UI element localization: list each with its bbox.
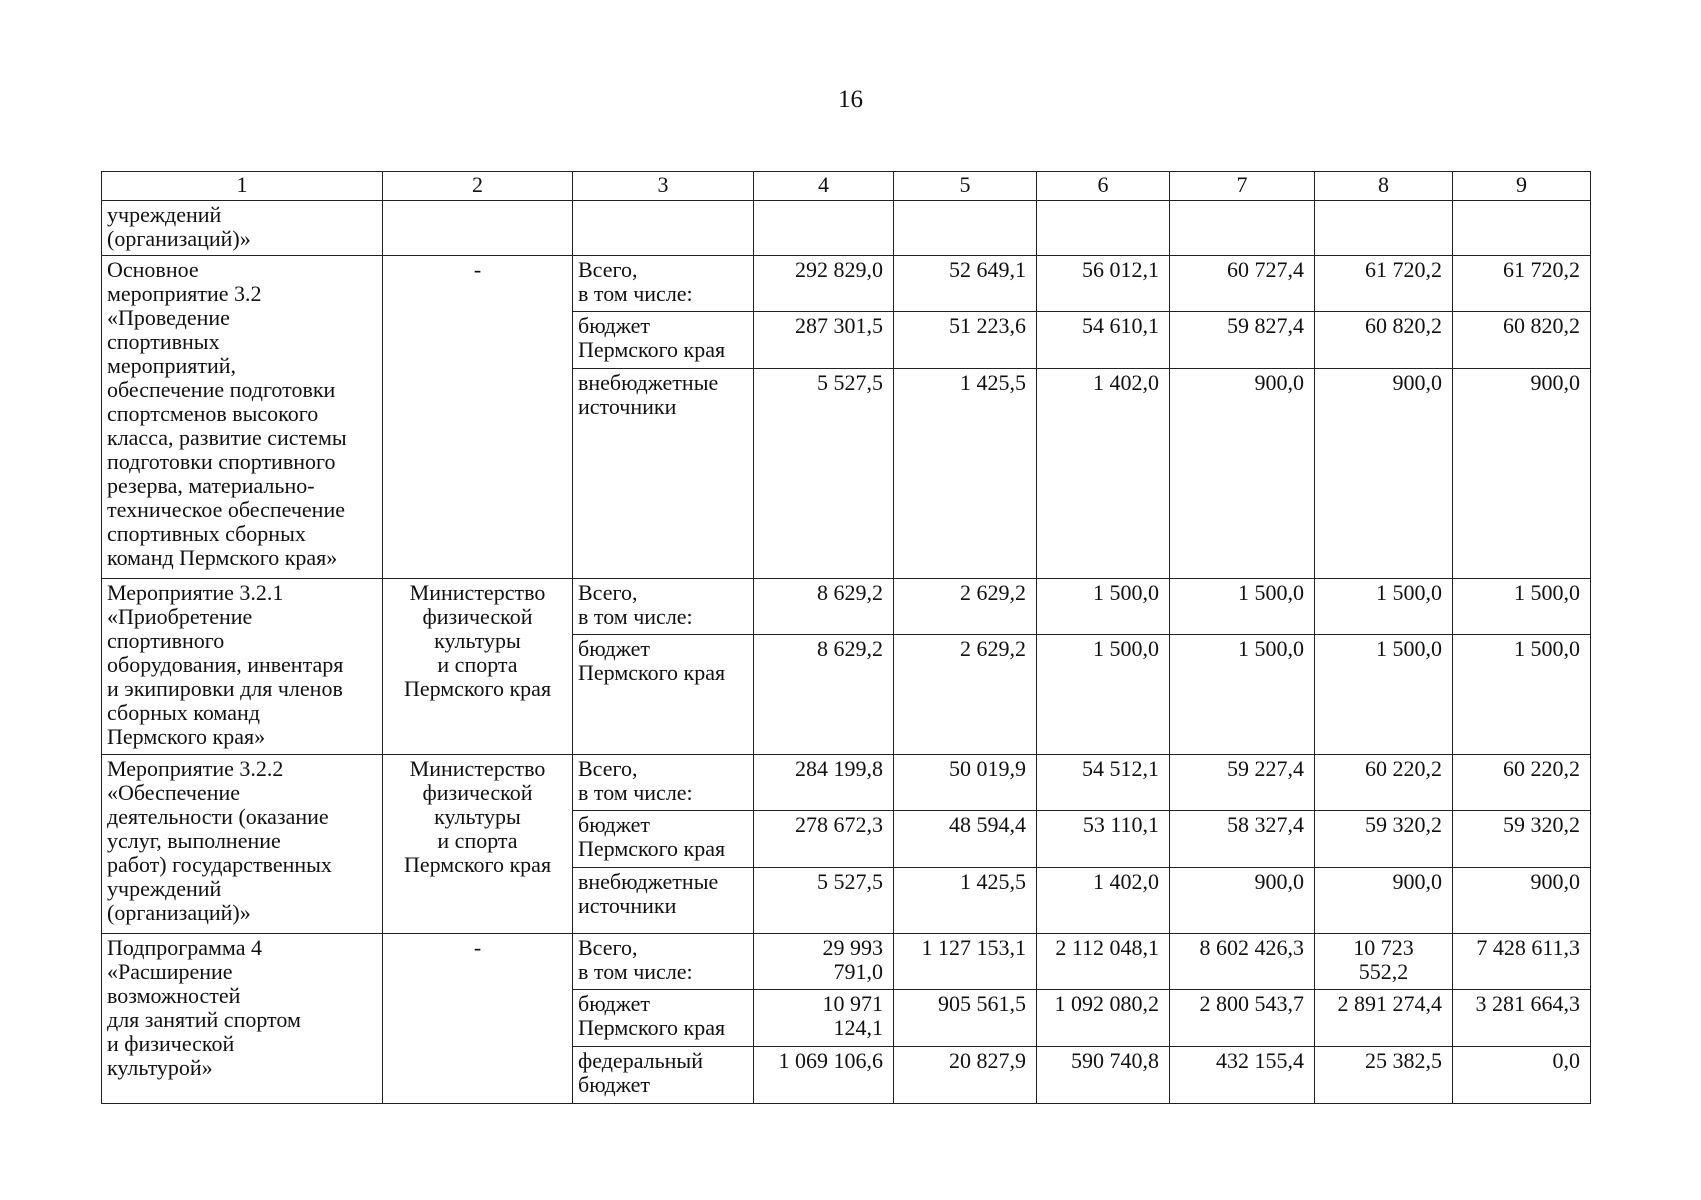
value-cell: 292 829,0 [754, 256, 894, 312]
value-cell: 900,0 [1170, 369, 1315, 579]
value-cell: 2 112 048,1 [1037, 934, 1170, 990]
funding-source-cell: Всего, в том числе: [573, 256, 754, 312]
column-header: 7 [1170, 172, 1315, 201]
empty-cell [1315, 201, 1453, 256]
value-cell: 59 320,2 [1453, 811, 1591, 868]
value-cell: 29 993 791,0 [754, 934, 894, 990]
table-row [102, 256, 1591, 312]
value-cell: 59 827,4 [1170, 312, 1315, 369]
value-cell: 50 019,9 [894, 755, 1037, 811]
value-cell: 2 629,2 [894, 579, 1037, 635]
activity-name-cell: Подпрограмма 4 «Расширение возможностей для занятий спортом и физической культурой» [102, 934, 383, 1104]
value-cell: 1 402,0 [1037, 868, 1170, 934]
executor-cell: Министерство физической культуры и спорта Пермского края [383, 755, 573, 934]
column-header: 9 [1453, 172, 1591, 201]
value-cell: 51 223,6 [894, 312, 1037, 369]
value-cell: 1 092 080,2 [1037, 990, 1170, 1047]
funding-source-cell: бюджет Пермского края [573, 811, 754, 868]
value-cell: 20 827,9 [894, 1047, 1037, 1104]
empty-cell [1170, 201, 1315, 256]
value-cell: 900,0 [1315, 369, 1453, 579]
value-cell: 56 012,1 [1037, 256, 1170, 312]
value-cell: 2 629,2 [894, 635, 1037, 755]
value-cell: 278 672,3 [754, 811, 894, 868]
value-cell: 8 629,2 [754, 579, 894, 635]
funding-source-cell: Всего, в том числе: [573, 579, 754, 635]
value-cell: 2 891 274,4 [1315, 990, 1453, 1047]
activity-name-cell: Мероприятие 3.2.2 «Обеспечение деятельности (оказание услуг, выполнение работ) государственных учреждений (организаций)» [102, 755, 383, 934]
funding-source-cell: бюджет Пермского края [573, 990, 754, 1047]
value-cell: 25 382,5 [1315, 1047, 1453, 1104]
table-row [102, 934, 1591, 990]
value-cell: 52 649,1 [894, 256, 1037, 312]
funding-source-cell: федеральный бюджет [573, 1047, 754, 1104]
value-cell: 590 740,8 [1037, 1047, 1170, 1104]
column-header: 3 [573, 172, 754, 201]
funding-source-cell: Всего, в том числе: [573, 755, 754, 811]
value-cell: 0,0 [1453, 1047, 1591, 1104]
value-cell: 59 320,2 [1315, 811, 1453, 868]
value-cell: 7 428 611,3 [1453, 934, 1591, 990]
value-cell: 58 327,4 [1170, 811, 1315, 868]
value-cell: 60 220,2 [1315, 755, 1453, 811]
value-cell: 5 527,5 [754, 369, 894, 579]
empty-cell [383, 201, 573, 256]
value-cell: 1 127 153,1 [894, 934, 1037, 990]
funding-source-cell: бюджет Пермского края [573, 312, 754, 369]
value-cell: 1 500,0 [1037, 579, 1170, 635]
column-number-row [102, 172, 1591, 201]
column-header: 1 [102, 172, 383, 201]
value-cell: 53 110,1 [1037, 811, 1170, 868]
value-cell: 10 723 552,2 [1315, 934, 1453, 990]
funding-source-cell: внебюджетные источники [573, 868, 754, 934]
value-cell: 10 971 124,1 [754, 990, 894, 1047]
value-cell: 1 500,0 [1315, 635, 1453, 755]
value-cell: 54 512,1 [1037, 755, 1170, 811]
value-cell: 905 561,5 [894, 990, 1037, 1047]
value-cell: 5 527,5 [754, 868, 894, 934]
column-header: 2 [383, 172, 573, 201]
funding-source-cell: бюджет Пермского края [573, 635, 754, 755]
value-cell: 2 800 543,7 [1170, 990, 1315, 1047]
value-cell: 61 720,2 [1453, 256, 1591, 312]
value-cell: 48 594,4 [894, 811, 1037, 868]
empty-cell [1453, 201, 1591, 256]
value-cell: 60 727,4 [1170, 256, 1315, 312]
value-cell: 59 227,4 [1170, 755, 1315, 811]
activity-name-cell: Основное мероприятие 3.2 «Проведение спортивных мероприятий, обеспечение подготовки спортсменов высокого класса, развитие системы подготовки спортивного резерва, материально- техническое обеспечение спортивных сборных команд Пермского края» [102, 256, 383, 579]
funding-source-cell: внебюджетные источники [573, 369, 754, 579]
page-number: 16 [838, 86, 863, 113]
column-header: 5 [894, 172, 1037, 201]
table-row [102, 201, 1591, 256]
executor-cell: - [383, 256, 573, 579]
value-cell: 8 602 426,3 [1170, 934, 1315, 990]
column-header: 4 [754, 172, 894, 201]
empty-cell [754, 201, 894, 256]
value-cell: 432 155,4 [1170, 1047, 1315, 1104]
value-cell: 60 220,2 [1453, 755, 1591, 811]
executor-cell: Министерство физической культуры и спорта Пермского края [383, 579, 573, 755]
value-cell: 60 820,2 [1315, 312, 1453, 369]
table-row [102, 755, 1591, 811]
value-cell: 1 500,0 [1453, 579, 1591, 635]
value-cell: 1 500,0 [1315, 579, 1453, 635]
table-row [102, 579, 1591, 635]
value-cell: 900,0 [1170, 868, 1315, 934]
empty-cell [894, 201, 1037, 256]
value-cell: 1 500,0 [1037, 635, 1170, 755]
funding-source-cell: Всего, в том числе: [573, 934, 754, 990]
value-cell: 1 500,0 [1453, 635, 1591, 755]
value-cell: 287 301,5 [754, 312, 894, 369]
value-cell: 1 402,0 [1037, 369, 1170, 579]
value-cell: 1 069 106,6 [754, 1047, 894, 1104]
value-cell: 1 425,5 [894, 868, 1037, 934]
column-header: 8 [1315, 172, 1453, 201]
empty-cell [1037, 201, 1170, 256]
column-header: 6 [1037, 172, 1170, 201]
value-cell: 284 199,8 [754, 755, 894, 811]
value-cell: 61 720,2 [1315, 256, 1453, 312]
activity-name-cell: учреждений (организаций)» [102, 201, 383, 256]
value-cell: 1 500,0 [1170, 635, 1315, 755]
value-cell: 900,0 [1453, 868, 1591, 934]
empty-cell [573, 201, 754, 256]
executor-cell: - [383, 934, 573, 1104]
value-cell: 900,0 [1315, 868, 1453, 934]
budget-table [101, 171, 1591, 1104]
activity-name-cell: Мероприятие 3.2.1 «Приобретение спортивного оборудования, инвентаря и экипировки для членов сборных команд Пермского края» [102, 579, 383, 755]
value-cell: 1 500,0 [1170, 579, 1315, 635]
value-cell: 3 281 664,3 [1453, 990, 1591, 1047]
value-cell: 60 820,2 [1453, 312, 1591, 369]
value-cell: 1 425,5 [894, 369, 1037, 579]
value-cell: 54 610,1 [1037, 312, 1170, 369]
value-cell: 8 629,2 [754, 635, 894, 755]
value-cell: 900,0 [1453, 369, 1591, 579]
